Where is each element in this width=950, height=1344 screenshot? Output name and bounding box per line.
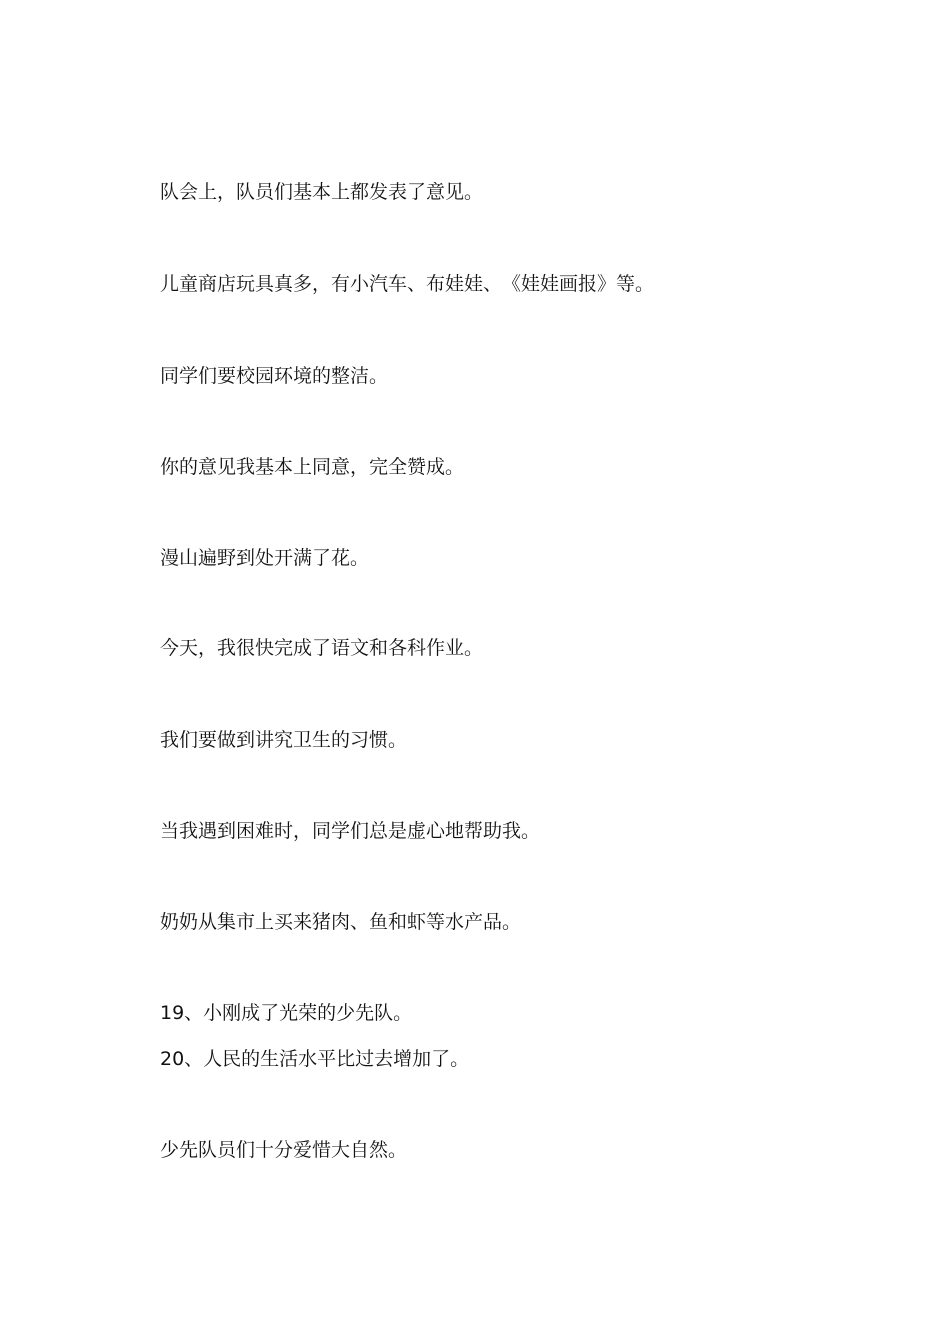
sentence-line: 同学们要校园环境的整洁。 <box>160 365 389 387</box>
numbered-sentence-19: 19、小刚成了光荣的少先队。 <box>160 1002 413 1024</box>
sentence-line: 奶奶从集市上买来猪肉、鱼和虾等水产品。 <box>160 911 522 933</box>
sentence-line: 我们要做到讲究卫生的习惯。 <box>160 729 408 751</box>
numbered-sentence-20: 20、人民的生活水平比过去增加了。 <box>160 1048 470 1070</box>
sentence-line: 当我遇到困难时，同学们总是虚心地帮助我。 <box>160 820 541 842</box>
sentence-line: 少先队员们十分爱惜大自然。 <box>160 1139 408 1161</box>
sentence-line: 漫山遍野到处开满了花。 <box>160 547 370 569</box>
sentence-line: 儿童商店玩具真多，有小汽车、布娃娃、 《娃娃画报》等。 <box>160 273 655 295</box>
sentence-line: 队会上，队员们基本上都发表了意见。 <box>160 181 484 203</box>
sentence-line: 今天，我很快完成了语文和各科作业。 <box>160 637 484 659</box>
sentence-line: 你的意见我基本上同意，完全赞成。 <box>160 456 465 478</box>
